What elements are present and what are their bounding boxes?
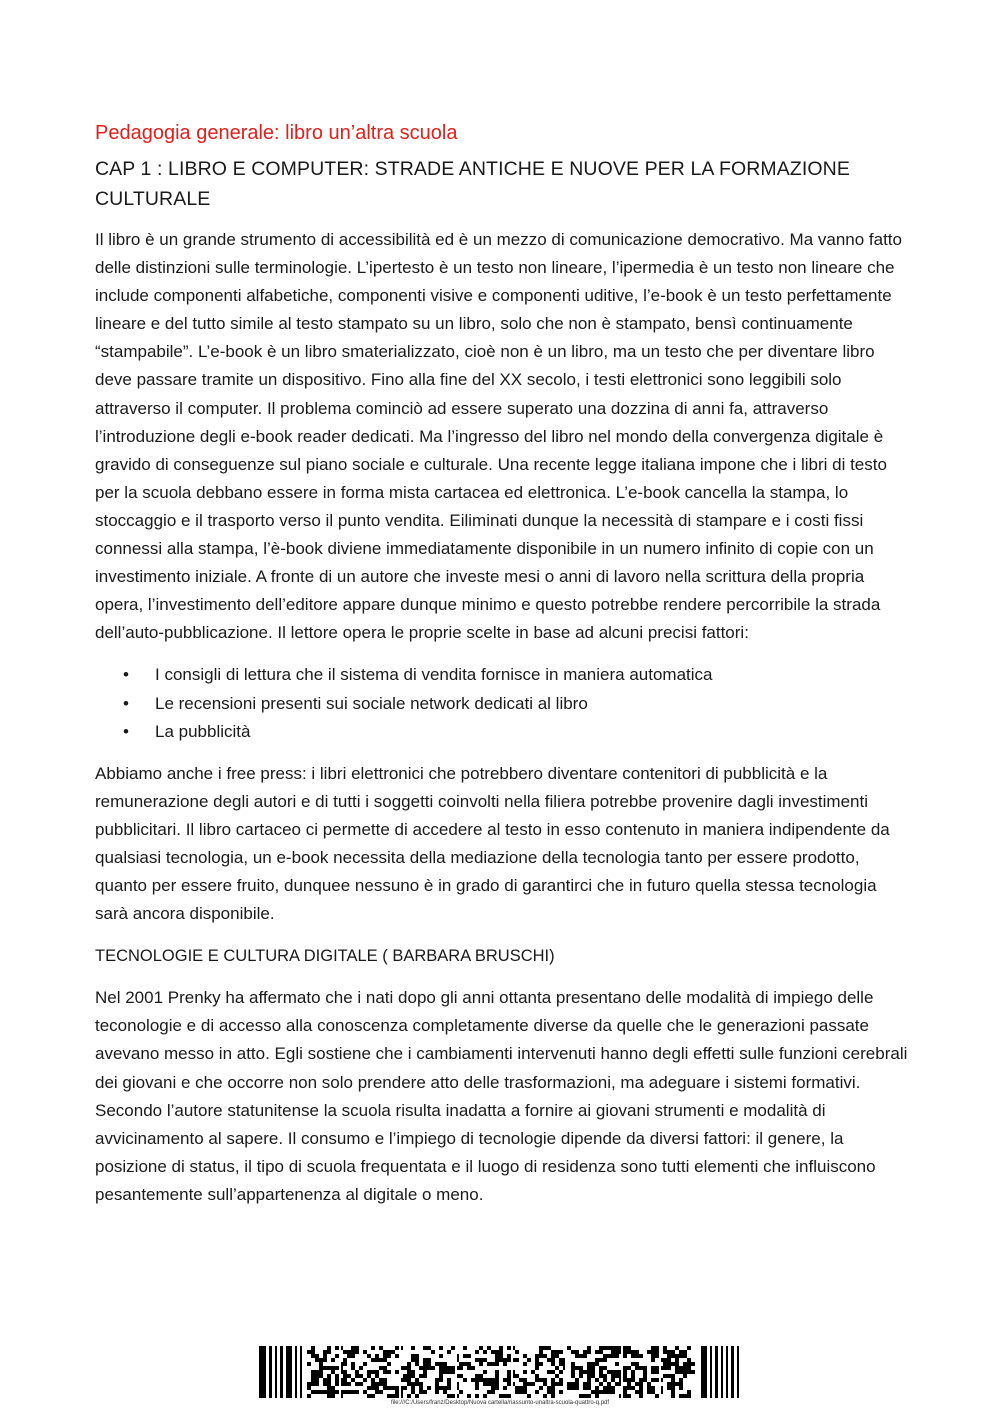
list-item-text: La pubblicità: [155, 721, 251, 741]
section-title: TECNOLOGIE E CULTURA DIGITALE ( BARBARA BRUSCHI): [95, 947, 555, 966]
list-item-text: Le recensioni presenti sui sociale network dedicati al libro: [155, 693, 588, 713]
factor-list: [95, 661, 910, 745]
page-footer: [0, 1346, 1000, 1406]
bullet-icon: •: [123, 721, 129, 741]
paragraph-1: Il libro è un grande strumento di accessibilità ed è un mezzo di comunicazione democrativo. Ma vanno fatto delle distinzioni sulle terminologie. L’ipertesto è un testo non lineare, l’ipermedia è un testo non lineare che include componenti alfabetiche, componenti visive e componenti uditive, l’e-book è un testo perfettamente lineare e del tutto simile al testo stampato su un libro, solo che non è stampato, bensì continuamente “stampabile”. L’e-book è un libro smaterializzato, cioè non è un libro, ma un testo che per diventare libro deve passare tramite un dispositivo. Fino alla fine del XX secolo, i testi elettronici sono leggibili solo attraverso il computer. Il problema cominciò ad essere superato una dozzina di anni fa, attraverso l’introduzione degli e-book reader dedicati. Ma l’ingresso del libro nel mondo della convergenza digitale è gravido di conseguenze sul piano sociale e culturale. Una recente legge italiana impone che i libri di testo per la scuola debbano essere in forma mista cartacea ed elettronica. L’e-book cancella la stampa, lo stoccaggio e il trasporto verso il punto vendita. Eiliminati dunque la necessità di stampare e i costi fissi connessi alla stampa, l’è-book diviene immediatamente disponibile in un numero infinito di copie con un investimento iniziale. A fronte di un autore che investe mesi o anni di lavoro nella scrittura della propria opera, l’investimento dell’editore appare dunque minimo e questo potrebbe rendere percorribile la strada dell’auto-pubblicazione. Il lettore opera le proprie scelte in base ad alcuni precisi fattori:: [95, 230, 902, 643]
document-title: Pedagogia generale: libro un’altra scuola: [95, 122, 458, 144]
bullet-icon: •: [123, 693, 129, 713]
list-item: [95, 718, 910, 746]
barcode-icon: [259, 1346, 741, 1398]
list-item: [95, 690, 910, 718]
document-page: [95, 118, 910, 1223]
list-item-text: I consigli di lettura che il sistema di vendita fornisce in maniera automatica: [155, 665, 713, 685]
list-item: [95, 661, 910, 689]
paragraph-2: Abbiamo anche i free press: i libri elettronici che potrebbero diventare contenitori di pubblicità e la remunerazione degli autori e di tutti i soggetti coinvolti nella filiera potrebbe provenire dagli investimenti pubblicitari. Il libro cartaceo ci permette di accedere al testo in esso contenuto in maniera indipendente da qualsiasi tecnologia, un e-book necessita della mediazione della tecnologia tanto per essere prodotto, quanto per essere fruito, dunquee nessuno è in grado di garantirci che in futuro quella stessa tecnologia sarà ancora disponibile.: [95, 763, 890, 924]
chapter-title: CAP 1 : LIBRO E COMPUTER: STRADE ANTICHE E NUOVE PER LA FORMAZIONE CULTURALE: [95, 158, 850, 210]
paragraph-3: Nel 2001 Prenky ha affermato che i nati dopo gli anni ottanta presentano delle modalità di impiego delle teconologie e di accesso alla conoscenza completamente diverse da quelle che le generazioni passate avevano messo in atto. Egli sostiene che i cambiamenti intervenuti hanno degli effetti sulle funzioni cerebrali dei giovani e che occorre non solo prendere atto delle trasformazioni, ma adeguare i sistemi formativi. Secondo l’autore statunitense la scuola risulta inadatta a fornire ai giovani strumenti e modalità di avvicinamento al sapere. Il consumo e l’impiego di tecnologie dipende da diversi fattori: il genere, la posizione di status, il tipo di scuola frequentata e il luogo di residenza sono tutti elementi che influiscono pesantemente sull’appartenenza al digitale o meno.: [95, 988, 908, 1204]
bullet-icon: •: [123, 665, 129, 685]
file-path: file:///C:/Users/franz/Desktop/Nuova cartella/riassunto-unaltra-scuola-quattro-q.pdf: [390, 1400, 610, 1406]
